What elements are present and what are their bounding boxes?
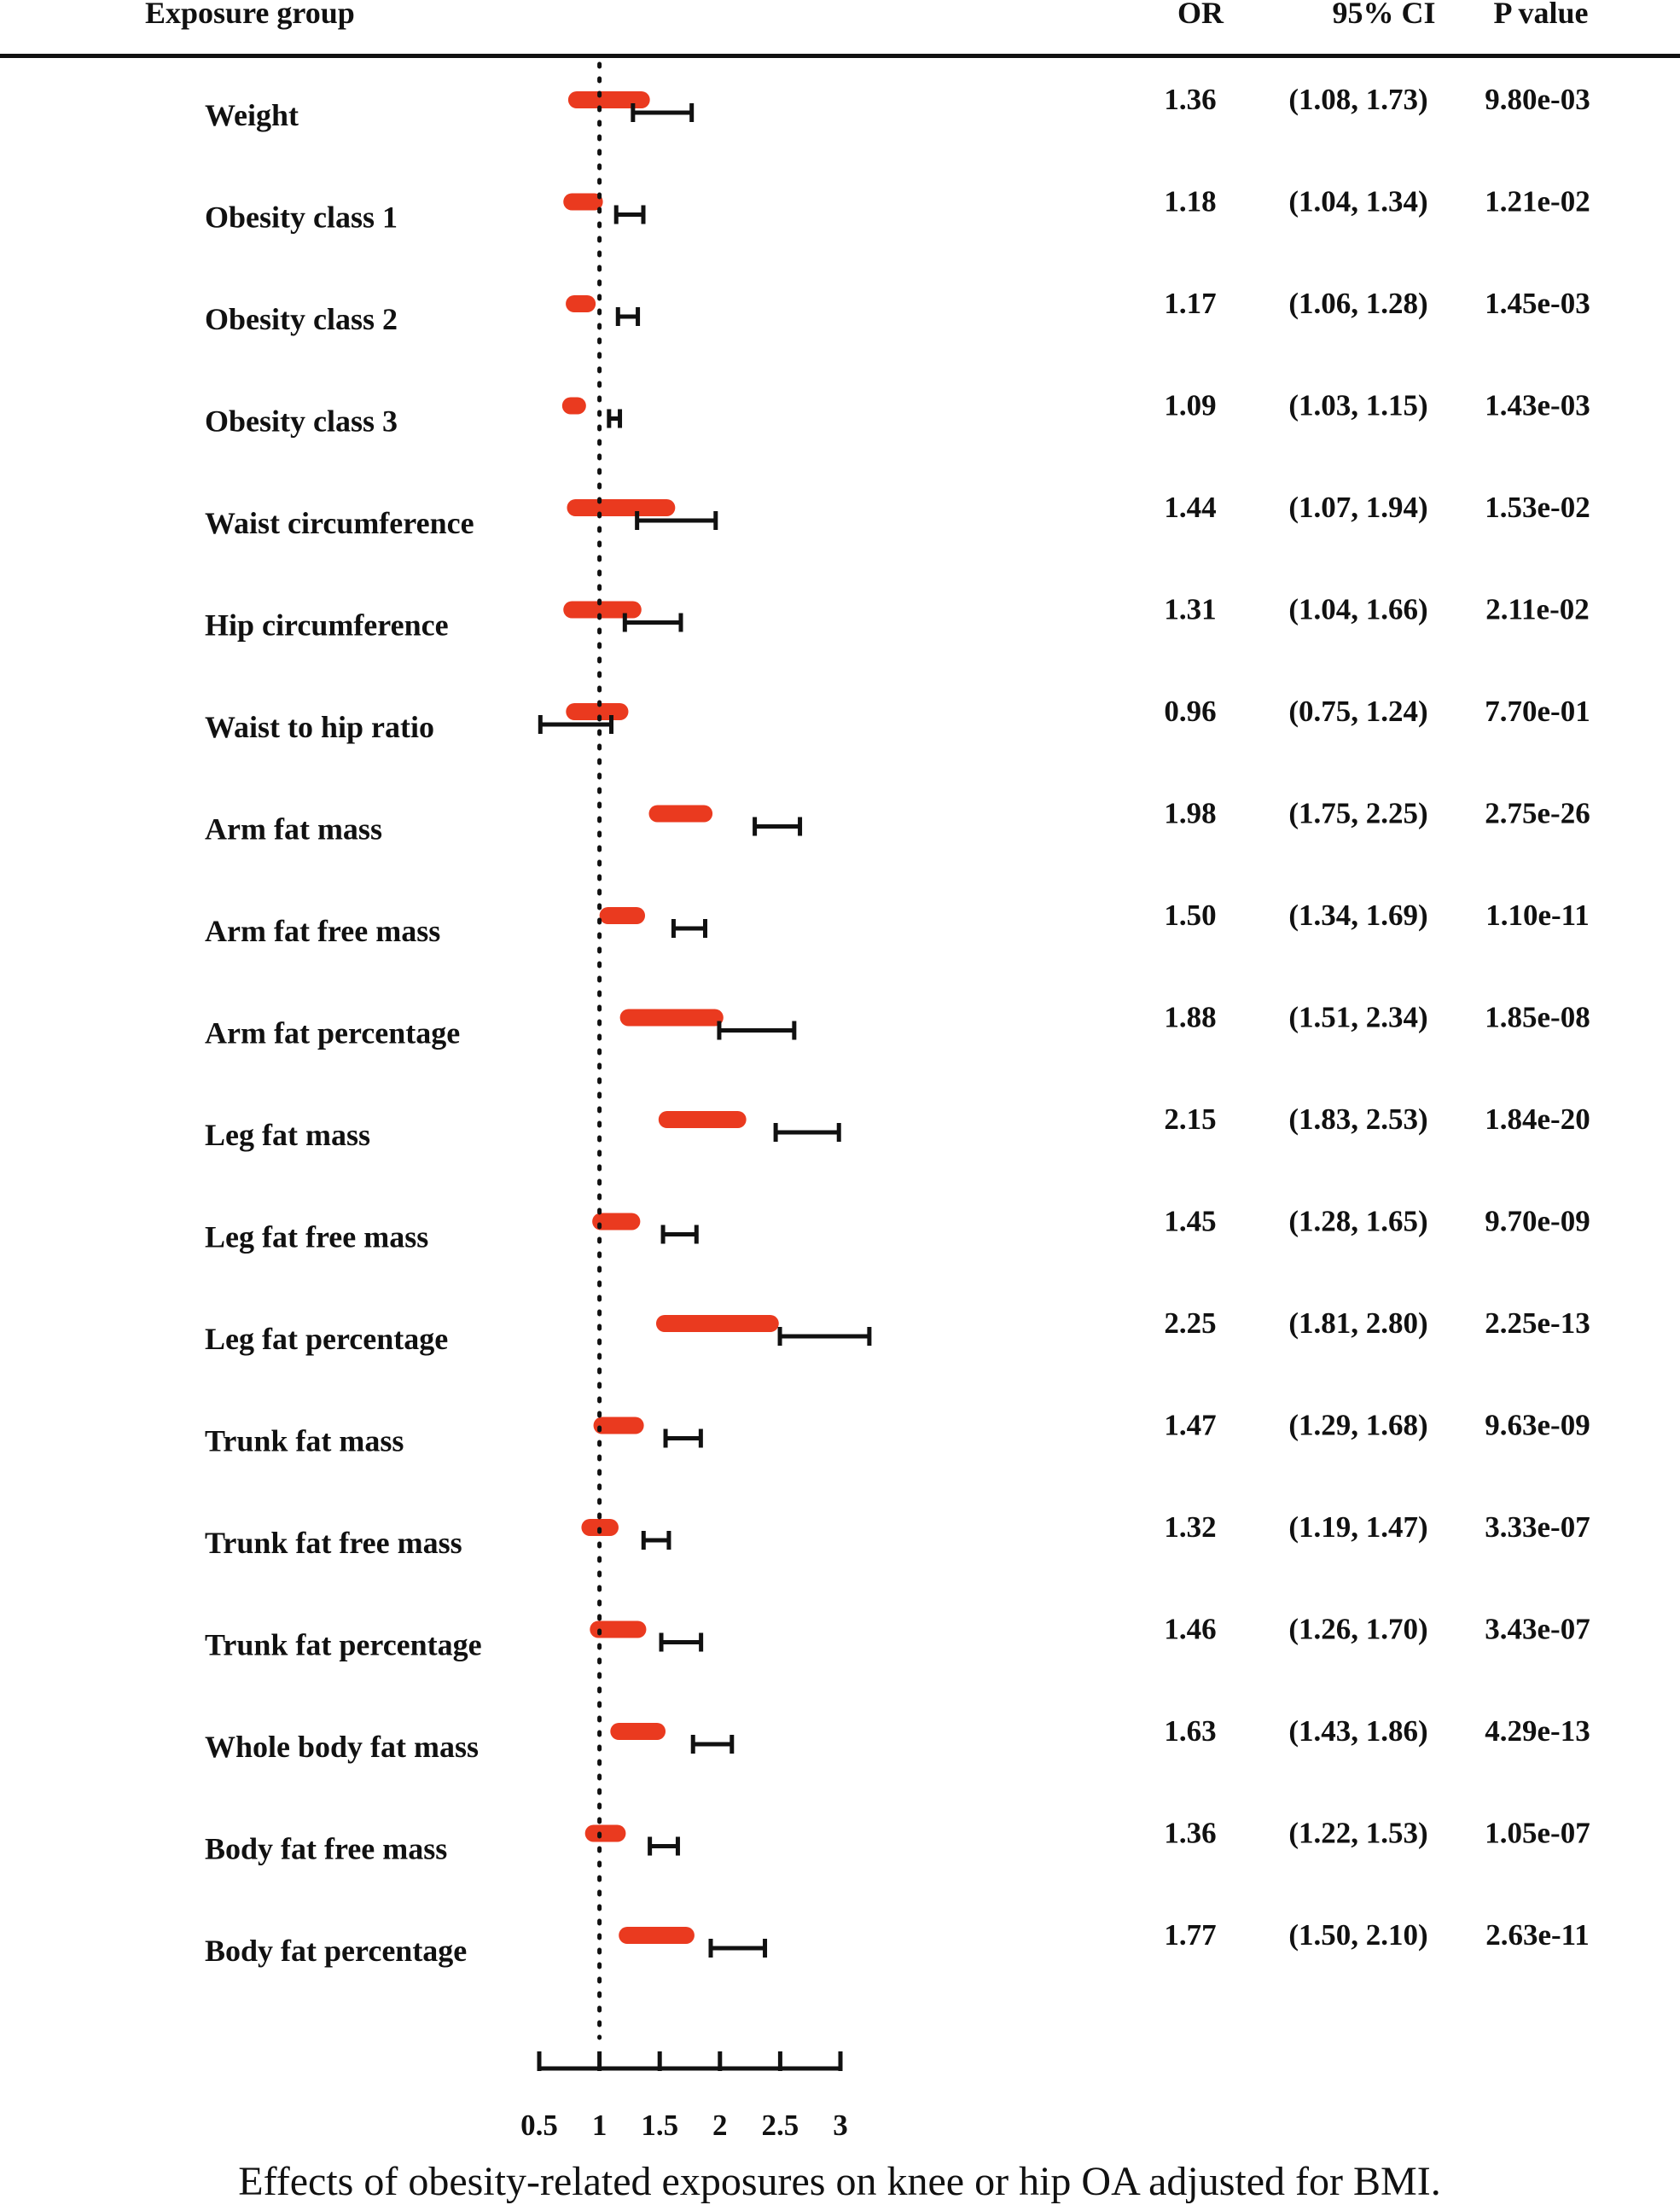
estimate-bar (566, 295, 596, 312)
exposure-label: Trunk fat free mass (205, 1526, 462, 1560)
p-value: 2.63e-11 (1485, 1918, 1590, 1952)
ci-value: (1.04, 1.66) (1288, 592, 1428, 626)
ci-value: (1.83, 2.53) (1288, 1102, 1428, 1136)
ci-value: (1.51, 2.34) (1288, 1000, 1428, 1034)
p-value: 1.45e-03 (1485, 287, 1590, 320)
x-axis (520, 2051, 848, 2142)
ci-whisker (693, 1735, 732, 1754)
forest-row (205, 1918, 1590, 1968)
estimate-bar (619, 1927, 695, 1944)
p-value: 1.85e-08 (1485, 1000, 1590, 1034)
forest-row (205, 899, 1590, 948)
exposure-label: Obesity class 1 (205, 200, 398, 235)
forest-row (205, 1510, 1590, 1560)
forest-row (205, 1102, 1590, 1152)
ci-whisker (711, 1939, 765, 1958)
exposure-label: Hip circumference (205, 608, 449, 643)
or-value: 1.98 (1164, 796, 1217, 830)
estimate-bar (566, 703, 628, 720)
exposure-label: Obesity class 2 (205, 302, 398, 336)
p-value: 1.05e-07 (1485, 1816, 1590, 1850)
p-value: 1.53e-02 (1485, 491, 1590, 524)
ci-value: (1.03, 1.15) (1288, 388, 1428, 422)
exposure-label: Waist circumference (205, 506, 474, 540)
p-value: 9.70e-09 (1485, 1204, 1590, 1238)
exposure-label: Leg fat free mass (205, 1219, 429, 1254)
ci-value: (1.22, 1.53) (1288, 1816, 1428, 1850)
ci-value: (1.04, 1.34) (1288, 184, 1428, 218)
ci-whisker (650, 1837, 678, 1856)
forest-row (205, 185, 1590, 235)
forest-row (205, 1714, 1590, 1764)
ci-whisker (609, 410, 620, 428)
p-value: 2.25e-13 (1485, 1306, 1590, 1340)
or-value: 1.47 (1164, 1408, 1217, 1442)
x-tick-label: 2 (712, 2109, 728, 2142)
ci-whisker (755, 817, 800, 836)
forest-row (205, 1306, 1590, 1356)
or-value: 1.32 (1164, 1510, 1217, 1544)
or-value: 1.45 (1164, 1204, 1217, 1238)
ci-whisker (666, 1429, 700, 1448)
or-value: 1.18 (1164, 184, 1217, 218)
ci-value: (1.50, 2.10) (1288, 1918, 1428, 1952)
estimate-bar (610, 1723, 666, 1740)
header-p-value: P value (1493, 0, 1589, 30)
or-value: 1.09 (1164, 388, 1217, 422)
exposure-label: Leg fat percentage (205, 1322, 449, 1356)
x-tick-label: 2.5 (761, 2109, 799, 2142)
p-value: 9.80e-03 (1485, 83, 1590, 116)
header-95-ci: 95% CI (1332, 0, 1436, 30)
p-value: 3.43e-07 (1485, 1612, 1590, 1646)
forest-row (205, 593, 1590, 643)
exposure-label: Arm fat percentage (205, 1015, 461, 1050)
estimate-bar (600, 907, 645, 924)
or-value: 0.96 (1164, 695, 1217, 728)
exposure-label: Body fat free mass (205, 1831, 448, 1866)
forest-row (205, 83, 1590, 132)
table-header (0, 0, 1680, 58)
x-tick-label: 1 (591, 2109, 607, 2142)
or-value: 1.44 (1164, 491, 1217, 524)
forest-row (205, 695, 1590, 744)
ci-value: (0.75, 1.24) (1288, 695, 1428, 728)
or-value: 1.77 (1164, 1918, 1217, 1952)
exposure-label: Waist to hip ratio (205, 710, 435, 744)
exposure-label: Leg fat mass (205, 1118, 370, 1152)
forest-row (205, 1409, 1590, 1458)
ci-value: (1.08, 1.73) (1288, 83, 1428, 116)
exposure-label: Arm fat mass (205, 812, 382, 847)
or-value: 1.46 (1164, 1612, 1217, 1646)
or-value: 1.36 (1164, 1816, 1217, 1850)
header-exposure-group: Exposure group (145, 0, 355, 30)
forest-row (205, 491, 1590, 540)
forest-row (205, 1001, 1590, 1050)
exposure-label: Trunk fat mass (205, 1423, 404, 1458)
forest-row (205, 1205, 1590, 1254)
or-value: 1.88 (1164, 1000, 1217, 1034)
ci-whisker (663, 1225, 696, 1244)
forest-row (205, 1817, 1590, 1866)
or-value: 1.17 (1164, 287, 1217, 320)
forest-row (205, 389, 1590, 439)
ci-whisker (643, 1531, 669, 1550)
estimate-bar (620, 1009, 724, 1027)
p-value: 9.63e-09 (1485, 1408, 1590, 1442)
figure-caption: Effects of obesity-related exposures on knee or hip OA adjusted for BMI. (238, 2159, 1441, 2204)
p-value: 2.75e-26 (1485, 796, 1590, 830)
ci-whisker (661, 1633, 701, 1652)
ci-value: (1.34, 1.69) (1288, 899, 1428, 932)
p-value: 1.84e-20 (1485, 1102, 1590, 1136)
or-value: 2.25 (1164, 1306, 1217, 1340)
estimate-bar (563, 602, 642, 619)
exposure-label: Trunk fat percentage (205, 1627, 482, 1662)
ci-value: (1.43, 1.86) (1288, 1714, 1428, 1748)
estimate-bar (585, 1825, 626, 1842)
ci-whisker (616, 206, 643, 224)
ci-value: (1.26, 1.70) (1288, 1612, 1428, 1646)
estimate-bar (563, 194, 602, 211)
forest-row (205, 1613, 1590, 1662)
or-value: 2.15 (1164, 1102, 1217, 1136)
exposure-label: Arm fat free mass (205, 914, 441, 948)
or-value: 1.50 (1164, 899, 1217, 932)
or-value: 1.63 (1164, 1714, 1217, 1748)
or-value: 1.31 (1164, 592, 1217, 626)
estimate-bar (656, 1315, 779, 1332)
p-value: 1.43e-03 (1485, 388, 1590, 422)
ci-whisker (780, 1327, 869, 1346)
x-tick-label: 3 (833, 2109, 848, 2142)
p-value: 2.11e-02 (1485, 592, 1590, 626)
forest-rows (205, 83, 1590, 1968)
ci-value: (1.19, 1.47) (1288, 1510, 1428, 1544)
ci-value: (1.29, 1.68) (1288, 1408, 1428, 1442)
header-rule (0, 54, 1680, 58)
exposure-label: Whole body fat mass (205, 1730, 480, 1764)
ci-whisker (776, 1123, 839, 1142)
exposure-label: Obesity class 3 (205, 404, 398, 439)
forest-row (205, 797, 1590, 847)
exposure-label: Body fat percentage (205, 1934, 468, 1968)
p-value: 1.21e-02 (1485, 184, 1590, 218)
ci-whisker (618, 307, 637, 326)
ci-value: (1.81, 2.80) (1288, 1306, 1428, 1340)
ci-whisker (673, 919, 705, 938)
p-value: 4.29e-13 (1485, 1714, 1590, 1748)
forest-row (205, 287, 1590, 336)
ci-whisker (719, 1021, 794, 1040)
estimate-bar (649, 806, 713, 823)
ci-value: (1.07, 1.94) (1288, 491, 1428, 524)
p-value: 1.10e-11 (1485, 899, 1590, 932)
estimate-bar (562, 398, 586, 415)
ci-value: (1.06, 1.28) (1288, 287, 1428, 320)
estimate-bar (659, 1111, 747, 1128)
x-tick-label: 0.5 (520, 2109, 558, 2142)
x-tick-label: 1.5 (641, 2109, 679, 2142)
p-value: 3.33e-07 (1485, 1510, 1590, 1544)
exposure-label: Weight (205, 98, 299, 132)
header-or: OR (1177, 0, 1224, 30)
estimate-bar (568, 91, 650, 108)
or-value: 1.36 (1164, 83, 1217, 116)
p-value: 7.70e-01 (1485, 695, 1590, 728)
ci-value: (1.28, 1.65) (1288, 1204, 1428, 1238)
estimate-bar (567, 499, 675, 516)
ci-value: (1.75, 2.25) (1288, 796, 1428, 830)
